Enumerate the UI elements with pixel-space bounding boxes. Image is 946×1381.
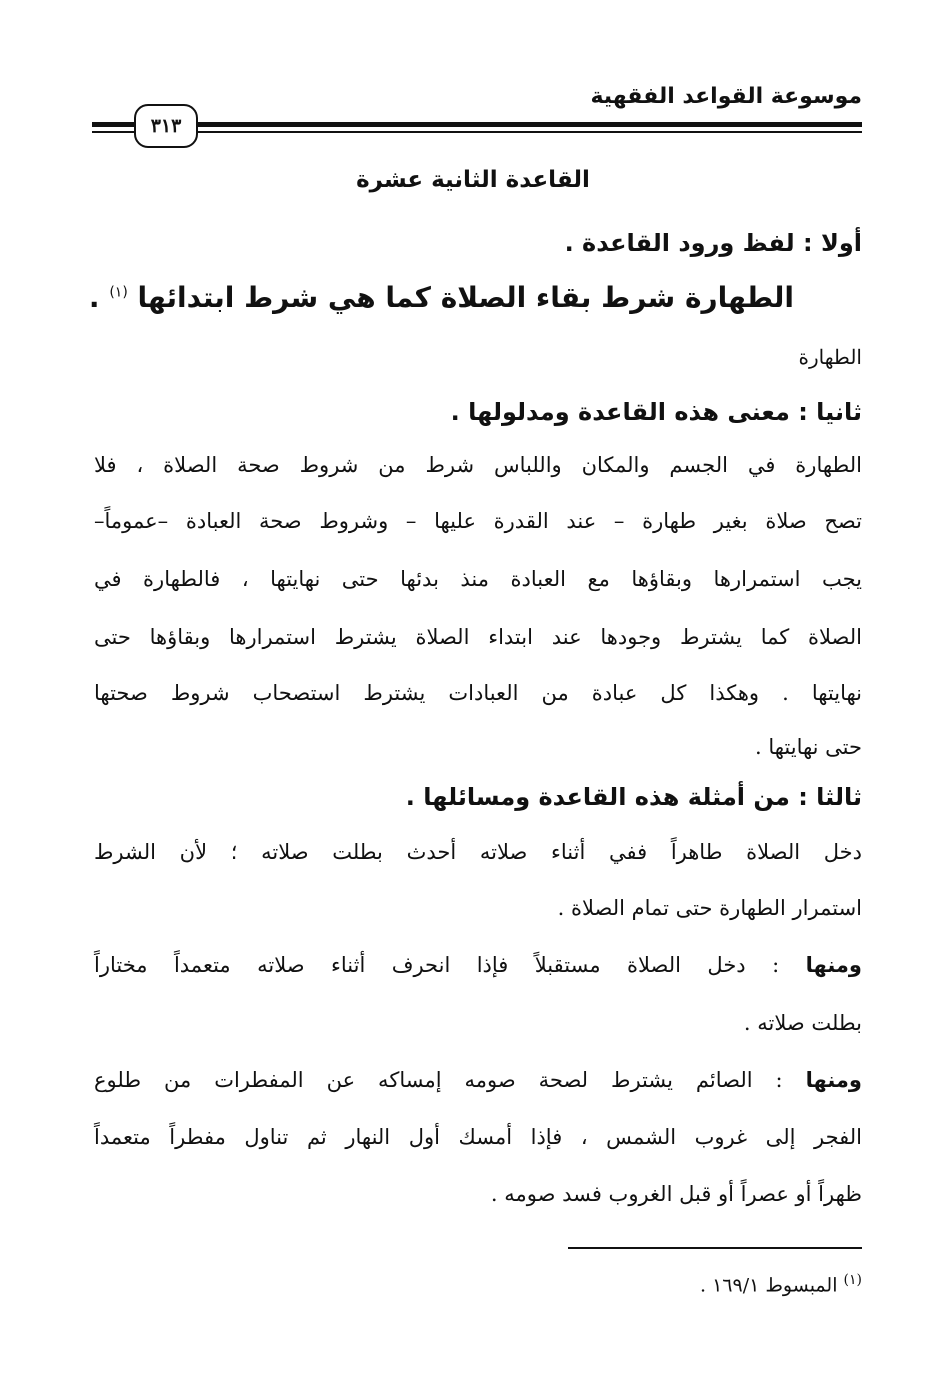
- rule-statement-end: .: [88, 281, 100, 314]
- section-heading-wording: أولا : لفظ ورود القاعدة .: [564, 229, 862, 257]
- example-text: : الصائم يشترط لصحة صومه إمساكه عن المفطرات من طلوع: [94, 1068, 783, 1092]
- example-text: : دخل الصلاة مستقبلاً فإذا انحرف أثناء صلاته متعمداً مختاراً: [94, 953, 780, 977]
- example-line: الفجر إلى غروب الشمس ، فإذا أمسك أول النهار ثم تناول مفطراً متعمداً: [94, 1125, 862, 1149]
- footnote-marker: (١): [843, 1272, 862, 1288]
- header-rule-thick: [92, 122, 862, 127]
- paragraph-line: حتى نهايتها .: [754, 735, 862, 759]
- example-line: دخل الصلاة طاهراً ففي أثناء صلاته أحدث بطلت صلاته ؛ لأن الشرط: [94, 840, 862, 864]
- running-title: موسوعة القواعد الفقهية: [590, 84, 862, 109]
- example-line: بطلت صلاته .: [743, 1011, 862, 1035]
- example-label: ومنها: [805, 953, 862, 977]
- example-line: ظهراً أو عصراً أو قبل الغروب فسد صومه .: [490, 1182, 862, 1206]
- paragraph-line: الطهارة في الجسم والمكان واللباس شرط من شروط صحة الصلاة ، فلا: [94, 453, 862, 477]
- paragraph-line: نهايتها . وهكذا كل عبادة من العبادات يشترط استصحاب شروط صحتها: [94, 681, 862, 705]
- paragraph-line: الصلاة كما يشترط وجودها عند ابتداء الصلاة يشترط استمرارها وبقاؤها حتى: [94, 625, 862, 649]
- footnote-text: المبسوط ١٦٩/١ .: [699, 1274, 838, 1297]
- rule-statement: [89, 281, 794, 314]
- rule-title: القاعدة الثانية عشرة: [356, 167, 590, 193]
- section-heading-examples: ثالثا : من أمثلة هذه القاعدة ومسائلها .: [405, 783, 862, 811]
- example-line: [94, 953, 862, 977]
- example-line: استمرار الطهارة حتى تمام الصلاة .: [557, 896, 862, 920]
- header-rule-thin: [92, 131, 862, 133]
- page-number-badge: [134, 104, 198, 148]
- page-number: ٣١٣: [150, 115, 182, 137]
- footnote-reference: (١): [109, 284, 128, 301]
- section-heading-meaning: ثانيا : معنى هذه القاعدة ومدلولها .: [450, 398, 862, 426]
- paragraph-line: تصح صلاة بغير طهارة – عند القدرة عليها – وشروط صحة العبادة –عموماً–: [94, 509, 862, 533]
- paragraph-line: يجب استمرارها وبقاؤها مع العبادة منذ بدئها حتى نهايتها ، فالطهارة في: [94, 567, 862, 591]
- example-line: [94, 1068, 862, 1092]
- footnote: [700, 1272, 862, 1296]
- rule-statement-text: الطهارة شرط بقاء الصلاة كما هي شرط ابتدائها: [137, 281, 794, 314]
- keyword-label: الطهارة: [798, 345, 862, 369]
- footnote-separator: [568, 1247, 862, 1249]
- example-label: ومنها: [805, 1068, 862, 1092]
